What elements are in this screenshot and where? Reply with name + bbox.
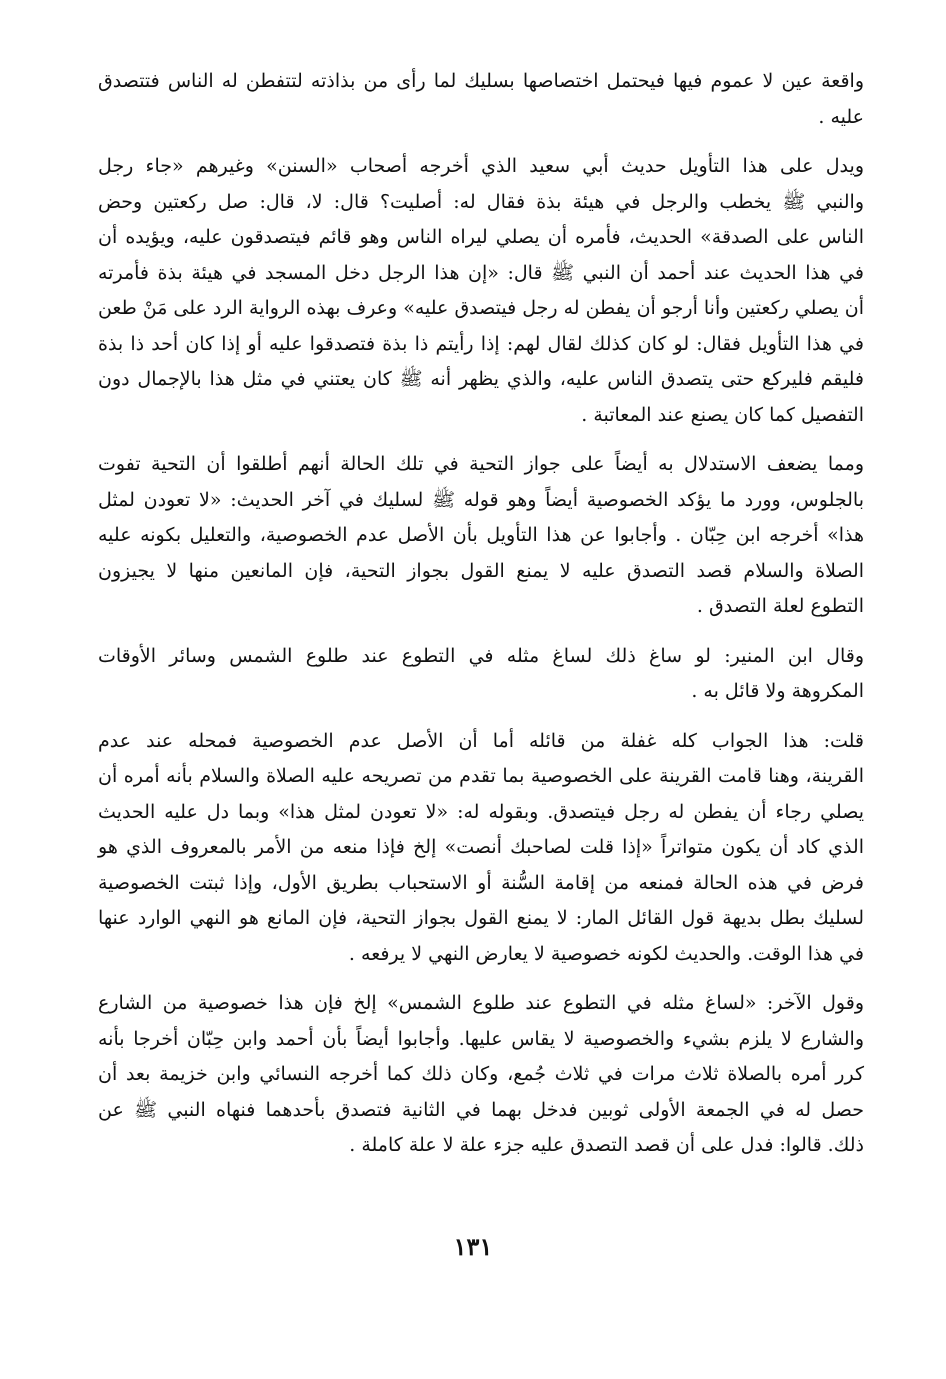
text-line: حصل له في الجمعة الأولى ثوبين فدخل بهما في الثانية فتصدق بأحدهما فنهاه النبي ﷺ عن <box>98 1098 864 1121</box>
paragraph <box>98 724 864 973</box>
text-line: وقال ابن المنير: لو ساغ ذلك لساغ مثله في التطوع عند طلوع الشمس وسائر الأوقات <box>98 644 865 667</box>
text-line: لسليك بطل بديهة قول القائل المار: لا يمنع القول بجواز التحية، فإن المانع هو النهي الوارد عنها <box>98 907 864 929</box>
text-line: في هذا التأويل فقال: لو كان كذلك لقال لهم: إذا رأيتم ذا بذة فتصدقوا عليه أو إذا كان أحد ذا بذة <box>98 332 864 355</box>
text-line: فليقم فليركع حتى يتصدق الناس عليه، والذي يظهر أنه ﷺ كان يعتني في مثل هذا بالإجمال دون <box>98 368 864 390</box>
text-line: المكروهة ولا قائل به . <box>691 680 864 702</box>
text-line: الصلاة والسلام قصد التصدق عليه لا يمنع القول بجواز التحية، فإن المانعين منها لا يجيزون <box>98 559 864 582</box>
text-line: في هذا الوقت. والحديث لكونه خصوصية لا يعارض النهي لا يرفعه . <box>348 942 864 965</box>
text-line: الذي كاد أن يكون متواتراً «إذا قلت لصاحبك أنصت» إلخ فإذا منعه من الأمر بالمعروف الذي هو <box>98 836 864 858</box>
text-line: القرينة، وهنا قامت القرينة على الخصوصية بما تقدم من تصريحه عليه الصلاة والسلام بأنه أمره أن <box>98 765 864 787</box>
text-line: واقعة عين لا عموم فيها فيحتمل اختصاصها بسليك لما رأى من بذاذته لتتفطن له الناس فتتصدق <box>98 70 864 92</box>
text-line: يصلي رجاء أن يفطن له رجل فيتصدق. وبقوله له: «لا تعودن لمثل هذا» وبما دل عليه الحديث <box>98 800 864 823</box>
page-body <box>98 64 864 1178</box>
text-line: ومما يضعف الاستدلال به أيضاً على جواز التحية في تلك الحالة أنهم أطلقوا أن التحية تفوت <box>98 453 864 475</box>
text-line: والشارع لا يلزم بشيء والخصوصية لا يقاس عليها. وأجابوا أيضاً بأن أحمد وابن حِبّان أخرجا بأنه <box>98 1027 864 1050</box>
text-line: في هذا الحديث عند أحمد أن النبي ﷺ قال: «إن هذا الرجل دخل المسجد في هيئة بذة فأمرته <box>98 261 864 284</box>
paragraph <box>98 447 864 625</box>
text-line: والنبي ﷺ يخطب والرجل في هيئة بذة فقال له: أصليت؟ قال: لا، قال: صل ركعتين وحض <box>98 190 864 213</box>
text-line: وقول الآخر: «لساغ مثله في التطوع عند طلوع الشمس» إلخ فإن هذا خصوصية من الشارع <box>98 992 864 1014</box>
text-line: هذا» أخرجه ابن حِبّان . وأجابوا عن هذا التأويل بأن الأصل عدم الخصوصية، والتعليل بكونه عليه <box>98 524 865 546</box>
paragraph <box>98 149 864 433</box>
text-line: قلت: هذا الجواب كله غفلة من قائله أما أن الأصل عدم الخصوصية فمحله عند عدم <box>98 729 864 752</box>
text-line: أن يصلي ركعتين وأنا أرجو أن يفطن له رجل فيتصدق عليه» وعرف بهذه الرواية الرد على مَنْ طعن <box>97 297 864 319</box>
text-line: ويدل على هذا التأويل حديث أبي سعيد الذي أخرجه أصحاب «السنن» وغيرهم «جاء رجل <box>98 155 864 177</box>
text-line: فرض في هذه الحالة فمنعه من إقامة السُّنة أو الاستحباب بطريق الأول، وإذا ثبتت الخصوصية <box>98 871 864 894</box>
text-line: عليه . <box>818 105 864 128</box>
text-line: كرر أمره بالصلاة ثلاث مرات في ثلاث جُمع، وكان ذلك كما أخرجه النسائي وابن خزيمة بعد أن <box>98 1063 864 1085</box>
text-line: بالجلوس، وورد ما يؤكد الخصوصية أيضاً وهو قوله ﷺ لسليك في آخر الحديث: «لا تعودن لمثل <box>98 488 864 511</box>
text-line: ذلك. قالوا: فدل على أن قصد التصدق عليه جزء علة لا علة كاملة . <box>349 1134 864 1156</box>
paragraph <box>98 986 864 1164</box>
text-line: الناس على الصدقة» الحديث، فأمره أن يصلي ليراه الناس وهو قائم فيتصدقون عليه، ويؤيده أن <box>98 226 864 248</box>
paragraph <box>98 64 864 135</box>
page-number: ١٣١ <box>453 1232 493 1261</box>
paragraph <box>98 639 864 710</box>
text-line: التفصيل كما كان يصنع عند المعاتبة . <box>581 403 864 426</box>
text-line: التطوع لعلة التصدق . <box>696 595 864 617</box>
